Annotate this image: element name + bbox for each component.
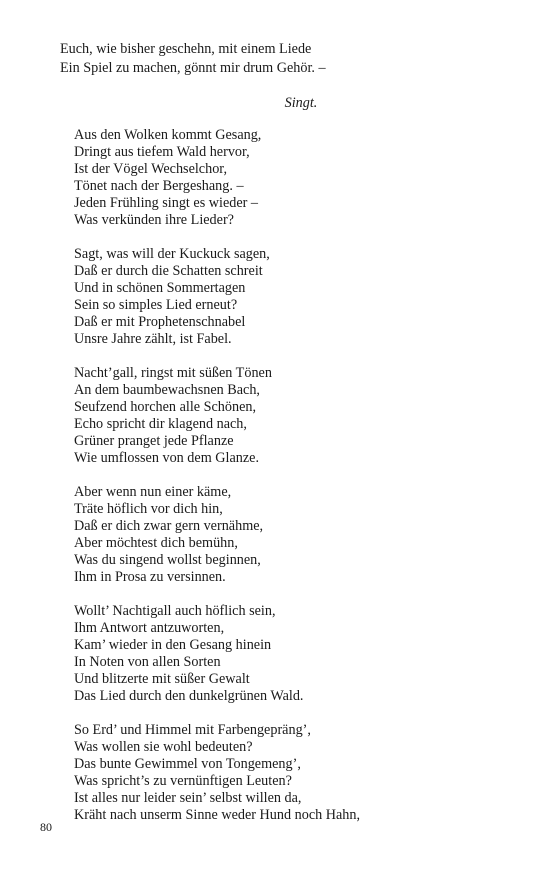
page-number: 80 bbox=[40, 820, 52, 834]
intro-line: Euch, wie bisher geschehn, mit einem Liede bbox=[60, 41, 312, 57]
poem-line: Sein so simples Lied erneut? bbox=[74, 297, 238, 313]
stage-direction: Singt. bbox=[284, 95, 318, 111]
poem-line: Aber möchtest dich bemühn, bbox=[74, 535, 238, 551]
poem-line: So Erd’ und Himmel mit Farbengepräng’, bbox=[74, 722, 311, 738]
poem-line: Wie umflossen von dem Glanze. bbox=[74, 450, 259, 466]
poem-line: An dem baumbewachsnen Bach, bbox=[74, 382, 260, 398]
poem-line: Nacht’gall, ringst mit süßen Tönen bbox=[74, 365, 272, 381]
poem-line: Aus den Wolken kommt Gesang, bbox=[74, 127, 262, 143]
poem-line: Aber wenn nun einer käme, bbox=[74, 484, 232, 500]
stanza bbox=[74, 365, 360, 467]
poem-line: Und in schönen Sommertagen bbox=[74, 280, 246, 296]
poem-line: Träte höflich vor dich hin, bbox=[74, 501, 223, 517]
intro-line: Ein Spiel zu machen, gönnt mir drum Gehör. – bbox=[60, 60, 326, 76]
poem-line: Dringt aus tiefem Wald hervor, bbox=[74, 144, 250, 160]
poem-line: Ihm Antwort antzuworten, bbox=[74, 620, 225, 636]
poem-line: Das Lied durch den dunkelgrünen Wald. bbox=[74, 688, 304, 704]
intro-text bbox=[60, 40, 326, 78]
poem-line: Jeden Frühling singt es wieder – bbox=[74, 195, 259, 211]
poem-line: Kräht nach unserm Sinne weder Hund noch Hahn, bbox=[74, 807, 361, 823]
poem-line: Ist alles nur leider sein’ selbst willen da, bbox=[74, 790, 302, 806]
poem-line: Unsre Jahre zählt, ist Fabel. bbox=[74, 331, 232, 347]
poem-line: Sagt, was will der Kuckuck sagen, bbox=[74, 246, 270, 262]
poem-line: In Noten von allen Sorten bbox=[74, 654, 221, 670]
poem-line: Und blitzerte mit süßer Gewalt bbox=[74, 671, 250, 687]
poem-line: Was spricht’s zu vernünftigen Leuten? bbox=[74, 773, 292, 789]
stanza bbox=[74, 603, 360, 705]
poem-line: Was du singend wollst beginnen, bbox=[74, 552, 261, 568]
poem-line: Daß er mit Prophetenschnabel bbox=[74, 314, 246, 330]
poem-line: Echo spricht dir klagend nach, bbox=[74, 416, 247, 432]
poem-line: Seufzend horchen alle Schönen, bbox=[74, 399, 257, 415]
stanza bbox=[74, 484, 360, 586]
poem-line: Das bunte Gewimmel von Tongemeng’, bbox=[74, 756, 301, 772]
poem-line: Daß er dich zwar gern vernähme, bbox=[74, 518, 264, 534]
poem-line: Grüner pranget jede Pflanze bbox=[74, 433, 234, 449]
poem-line: Was verkünden ihre Lieder? bbox=[74, 212, 234, 228]
poem bbox=[74, 127, 360, 841]
stanza bbox=[74, 722, 360, 824]
stanza bbox=[74, 246, 360, 348]
stanza bbox=[74, 127, 360, 229]
poem-line: Kam’ wieder in den Gesang hinein bbox=[74, 637, 272, 653]
poem-line: Wollt’ Nachtigall auch höflich sein, bbox=[74, 603, 276, 619]
poem-line: Ist der Vögel Wechselchor, bbox=[74, 161, 227, 177]
poem-line: Daß er durch die Schatten schreit bbox=[74, 263, 263, 279]
poem-line: Was wollen sie wohl bedeuten? bbox=[74, 739, 253, 755]
poem-line: Ihm in Prosa zu versinnen. bbox=[74, 569, 226, 585]
poem-line: Tönet nach der Bergeshang. – bbox=[74, 178, 244, 194]
